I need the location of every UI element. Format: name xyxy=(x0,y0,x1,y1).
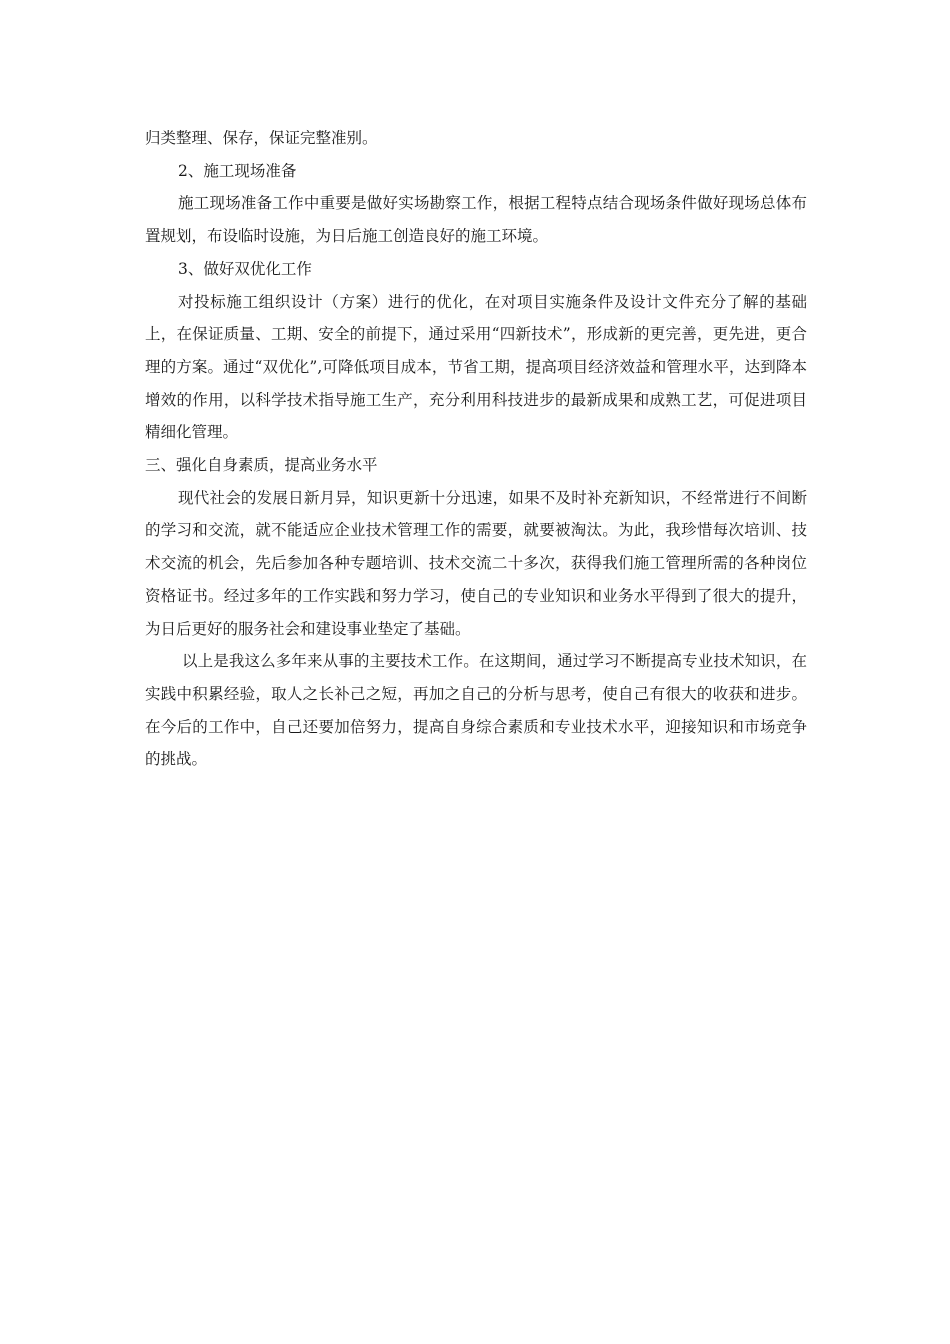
heading-double-optimization: 3、做好双优化工作 xyxy=(178,259,312,278)
paragraph-archive-closing: 归类整理、保存，保证完整准别。 xyxy=(145,129,378,147)
paragraph-self-improvement: 现代社会的发展日新月异，知识更新十分迅速，如果不及时补充新知识，不经常进行不间断的学习和交流，就不能适应企业技术管理工作的需要，就要被淘汰。为此，我珍惜每次培训、技术交流的机会，先后参加各种专题培训、技术交流二十多次，获得我们施工管理所需的各种岗位资格证书。经过多年的工作实践和努力学习，使自己的专业知识和业务水平得到了很大的提升，为日后更好的服务社会和建设事业垫定了基础。 xyxy=(145,488,807,638)
document-body xyxy=(145,122,807,776)
heading-site-preparation: 2、施工现场准备 xyxy=(178,161,297,180)
paragraph-double-optimization: 对投标施工组织设计（方案）进行的优化，在对项目实施条件及设计文件充分了解的基础上，在保证质量、工期、安全的前提下，通过采用“四新技术”，形成新的更完善，更先进，更合理的方案。通过“双优化”,可降低项目成本，节省工期，提高项目经济效益和管理水平，达到降本增效的作用，以科学技术指导施工生产，充分利用科技进步的最新成果和成熟工艺，可促进项目精细化管理。 xyxy=(145,292,807,442)
paragraph-conclusion: 以上是我这么多年来从事的主要技术工作。在这期间，通过学习不断提高专业技术知识，在实践中积累经验，取人之长补己之短，再加之自己的分析与思考，使自己有很大的收获和进步。在今后的工作中，自己还要加倍努力，提高自身综合素质和专业技术水平，迎接知识和市场竞争的挑战。 xyxy=(145,652,807,769)
section-heading-self-improvement: 三、强化自身素质，提高业务水平 xyxy=(145,456,378,475)
paragraph-site-preparation: 施工现场准备工作中重要是做好实场勘察工作，根据工程特点结合现场条件做好现场总体布置规划，布设临时设施，为日后施工创造良好的施工环境。 xyxy=(145,194,807,246)
